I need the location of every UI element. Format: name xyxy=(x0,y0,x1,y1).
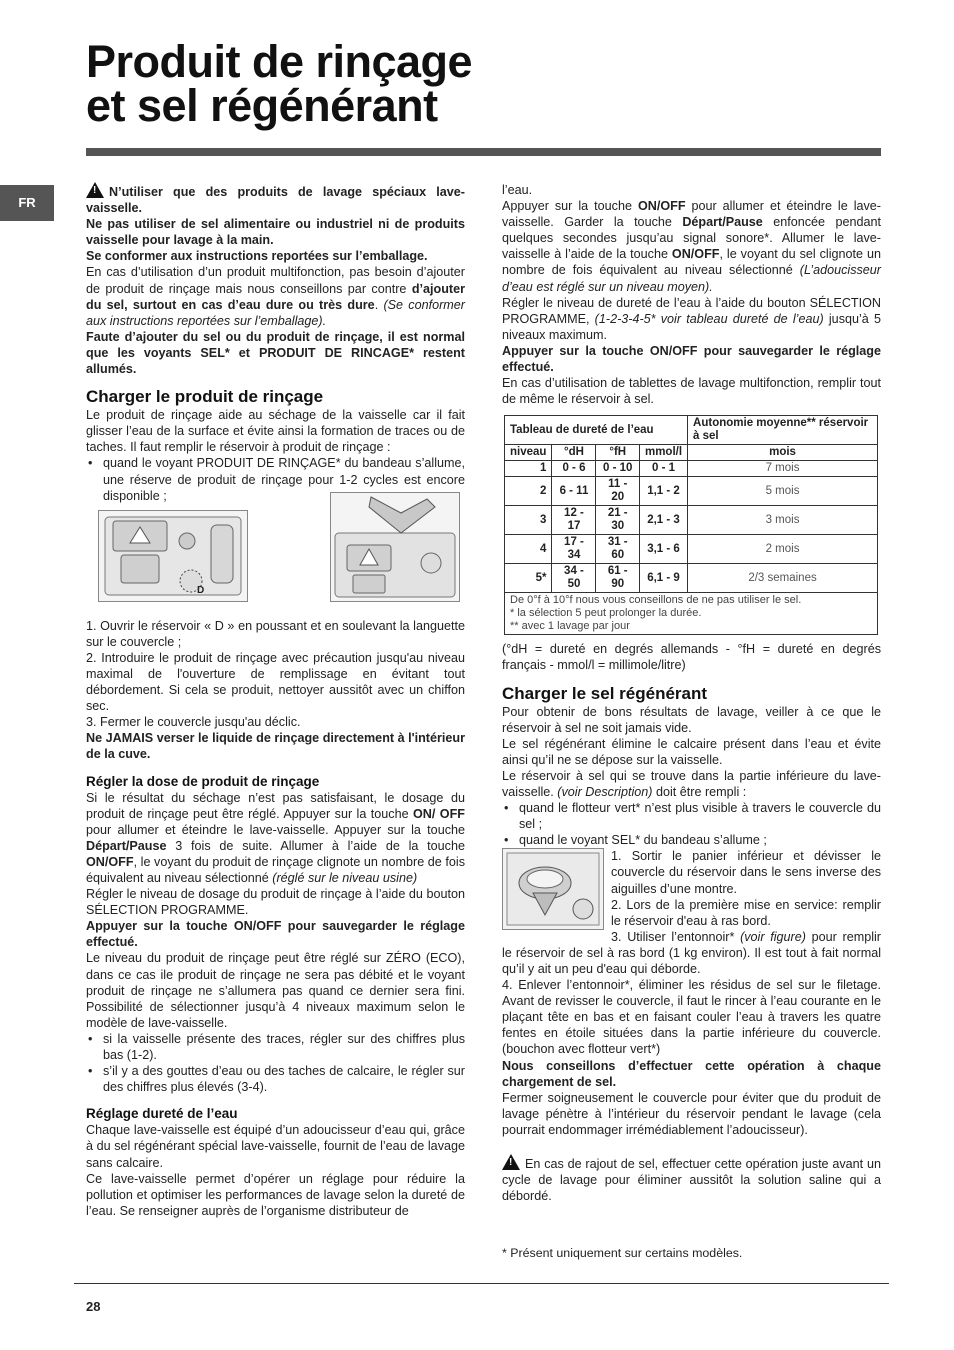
durete-text-1: Chaque lave-vaisselle est équipé d’un adoucisseur d’eau qui, grâce à du sel régénérant spécial lave-vaisselle, fournit de l’eau de lavage sans calcaire. xyxy=(86,1123,465,1170)
right-column xyxy=(502,182,881,1204)
list-item: • quand le voyant PRODUIT DE RINÇAGE* du bandeau s’allume, une réserve de produit de rinçage pour 1-2 cycles est encore disponible ; xyxy=(86,455,465,503)
label-d: D xyxy=(197,584,205,596)
warning-salt: Ne pas utiliser de sel alimentaire ou industriel ni de produits vaisselle pour lavage à la main. xyxy=(86,217,465,248)
col-mmol: mmol/l xyxy=(639,445,687,461)
language-tab: FR xyxy=(0,185,54,221)
heading-dose: Régler la dose de produit de rinçage xyxy=(86,773,320,789)
table-notes xyxy=(505,593,878,635)
table-note-3: ** avec 1 lavage par jour xyxy=(510,620,630,633)
fermer-text: Fermer soigneusement le couvercle pour éviter que du produit de lavage pénètre à l’intérieur du réservoir pendant le lavage (cela pourrait endommager irrémédiablement l’adoucisseur). xyxy=(502,1090,881,1137)
table-row: 4 17 - 34 31 - 60 3,1 - 6 2 mois xyxy=(505,535,878,564)
multifunction-text: En cas d’utilisation d’un produit multifonction, pas besoin d’ajouter de produit de rinçage mais nous conseillons par contre d’ajouter du sel, surtout en cas d’eau dure ou très dure. (Se conformer aux instructions reportées sur l’emballage). xyxy=(86,265,465,328)
salt-step-1: 1. Sortir le panier inférieur et dévisser le couvercle du réservoir dans le sens inverse des aiguilles d’une montre. xyxy=(611,849,881,896)
dose-text: Si le résultat du séchage n’est pas satisfaisant, le dosage du produit de rinçage peut être réglé. Appuyer sur la touche ON/ OFF pour allumer et éteindre le lave-vaisselle. Appuyer sur la touche Départ/Pause 3 fois de suite. Allumer à l’aide de la touche ON/OFF, le voyant du produit de rinçage clignote un nombre de fois équivalent au niveau sélectionné (réglé sur le niveau usine) xyxy=(86,790,465,885)
dispenser-fill-illustration xyxy=(330,492,460,602)
table-note-1: De 0°f à 10°f nous vous conseillons de ne pas utiliser le sel. xyxy=(510,594,802,607)
warning-icon xyxy=(502,1154,520,1170)
title-rule xyxy=(86,148,881,156)
heading-charger-sel: Charger le sel régénérant xyxy=(502,683,708,703)
title-line-2: et sel régénérant xyxy=(86,80,438,131)
step-3: 3. Fermer le couvercle jusqu'au déclic. xyxy=(86,715,301,730)
col-fh: °fH xyxy=(596,445,640,461)
sel-text-1: Pour obtenir de bons résultats de lavage, veiller à ce que le réservoir à sel ne soit jamais vide. xyxy=(502,704,881,735)
rajout-text: !En cas de rajout de sel, effectuer cette opération juste avant un cycle de lavage pour éliminer aussitôt la solution saline qui a débordé. xyxy=(502,1154,881,1204)
dispenser-illustration xyxy=(98,510,248,602)
salt-step-3: 3. Utiliser l’entonnoir* (voir figure) pour remplir le réservoir de sel à ras bord (1 kg environ). Il est tout à fait normal qu’il y ait un peu d'eau qui déborde. xyxy=(502,929,881,976)
faute-text: Faute d’ajouter du sel ou du produit de rinçage, il est normal que les voyants SEL* et PRODUIT DE RINCAGE* restent allumés. xyxy=(86,329,465,377)
list-item: • quand le flotteur vert* n’est plus visible à travers le couvercle du sel ; xyxy=(502,800,881,832)
list-item: • si la vaisselle présente des traces, régler sur des chiffres plus bas (1-2). xyxy=(86,1031,465,1063)
left-column xyxy=(86,182,465,1219)
table-row: 2 6 - 11 11 - 20 1,1 - 2 5 mois xyxy=(505,477,878,506)
warning-conform: Se conformer aux instructions reportées sur l’emballage. xyxy=(86,249,428,264)
conseil-text: Nous conseillons d’effectuer cette opération à chaque chargement de sel. xyxy=(502,1058,881,1089)
page-title xyxy=(86,36,473,131)
salt-setting-text: Appuyer sur la touche ON/OFF pour allumer et éteindre le lave-vaisselle. Garder la touche Départ/Pause enfoncée pendant quelques secondes jusqu’au signal sonore*. Allumer le lave-vaisselle à l’aide de la touche ON/OFF, le voyant du sel clignote un nombre de fois équivalent au niveau sélectionné (L’adoucisseur d’eau est réglé sur un niveau moyen). xyxy=(502,199,882,294)
title-line-1: Produit de rinçage xyxy=(86,36,473,87)
tablettes-text: En cas d’utilisation de tablettes de lavage multifonction, remplir tout de même le réservoir à sel. xyxy=(502,376,881,407)
rincage-text: Le produit de rinçage aide au séchage de la vaisselle car il fait glisser l’eau de la surface et évite ainsi la formation de traces ou de taches. Il faut remplir le réservoir à produit de rinçage : xyxy=(86,408,465,455)
sel-text-3: Le réservoir à sel qui se trouve dans la partie inférieure du lave-vaisselle. (voir Description) doit être rempli : xyxy=(502,768,881,799)
footer-rule xyxy=(74,1283,889,1284)
step-1: 1. Ouvrir le réservoir « D » en poussant et en soulevant la languette sur le couvercle ; xyxy=(86,618,465,649)
list-item: • quand le voyant SEL* du bandeau s’allume ; xyxy=(502,832,881,848)
durete-text-2: Ce lave-vaisselle permet d’opérer un réglage pour réduire la pollution et optimiser les performances de lavage selon la dureté de l’eau. Se renseigner auprès de l’organisme distributeur de xyxy=(86,1171,465,1218)
heading-durete: Réglage dureté de l’eau xyxy=(86,1106,238,1122)
save-text: Appuyer sur la touche ON/OFF pour sauvegarder le réglage effectué. xyxy=(502,343,881,375)
heading-charger-rincage: Charger le produit de rinçage xyxy=(86,387,324,407)
table-note-2: * la sélection 5 peut prolonger la durée. xyxy=(510,607,702,620)
warning-title: N’utiliser que des produits de lavage spéciaux lave-vaisselle. xyxy=(86,185,465,216)
dose-save: Appuyer sur la touche ON/OFF pour sauvegarder le réglage effectué. xyxy=(86,919,465,950)
list-item: • s’il y a des gouttes d’eau ou des taches de calcaire, le régler sur des chiffres plus élevés (3-4). xyxy=(86,1063,465,1095)
units-text: (°dH = dureté en degrés allemands - °fH = dureté en degrés français - mmol/l = millimole/litre) xyxy=(502,642,881,673)
continuation-text: l’eau. xyxy=(502,183,533,197)
col-niveau: niveau xyxy=(505,445,552,461)
footnote: * Présent uniquement sur certains modèles. xyxy=(502,1246,743,1260)
warning-icon xyxy=(86,182,104,198)
col-mois: mois xyxy=(688,445,878,461)
sel-text-2: Le sel régénérant élimine le calcaire présent dans l’eau et évite ainsi qu’il ne se dépose sur la vaisselle. xyxy=(502,736,881,767)
dose-bouton: Régler le niveau de dosage du produit de rinçage à l’aide du bouton SÉLECTION PROGRAMME. xyxy=(86,887,465,918)
table-row: 1 0 - 6 0 - 10 0 - 1 7 mois xyxy=(505,461,878,477)
hardness-setting-text: Régler le niveau de dureté de l’eau à l’aide du bouton SÉLECTION PROGRAMME, (1-2-3-4-5* voir tableau dureté de l’eau) jusqu’à 5 niveaux maximum. xyxy=(502,295,881,342)
hardness-table xyxy=(504,415,878,635)
table-row: 3 12 - 17 21 - 30 2,1 - 3 3 mois xyxy=(505,506,878,535)
rincage-figures xyxy=(86,510,465,610)
salt-step-4: 4. Enlever l’entonnoir*, éliminer les résidus de sel sur le filetage. Avant de revisser le couvercle, il faut le rincer à l’eau courante en le plaçant tête en bas et en faisant couler l’eau à travers les quatre fentes en étoile situées dans la partie inférieure du couvercle. (bouchon avec flotteur vert*) xyxy=(502,978,881,1057)
salt-step-2: 2. Lors de la première mise en service: remplir le réservoir d'eau à ras bord. xyxy=(611,897,881,928)
salt-funnel-illustration xyxy=(502,848,604,930)
never-warning: Ne JAMAIS verser le liquide de rinçage directement à l'intérieur de la cuve. xyxy=(86,731,465,762)
col-dh: °dH xyxy=(552,445,596,461)
table-autonomy-header: Autonomie moyenne** réservoir à sel xyxy=(688,416,878,445)
dose-zero: Le niveau du produit de rinçage peut être réglé sur ZÉRO (ECO), dans ce cas ile produit de rinçage ne sera pas débité et le voyant produit de rinçage ne s’allumera pas quand ce dernier sera fini. Possibilité de sélectionner jusqu’à 4 niveaux maximum selon le modèle de lave-vaisselle. xyxy=(86,951,465,1030)
step-2: 2. Introduire le produit de rinçage avec précaution jusqu'au niveau maximal de l'ouverture de remplissage en évitant tout débordement. Si cela se produit, nettoyer aussitôt avec un chiffon sec. xyxy=(86,650,465,714)
table-title: Tableau de dureté de l’eau xyxy=(505,416,688,445)
page-number: 28 xyxy=(86,1299,101,1314)
table-row: 5* 34 - 50 61 - 90 6,1 - 9 2/3 semaines xyxy=(505,564,878,593)
